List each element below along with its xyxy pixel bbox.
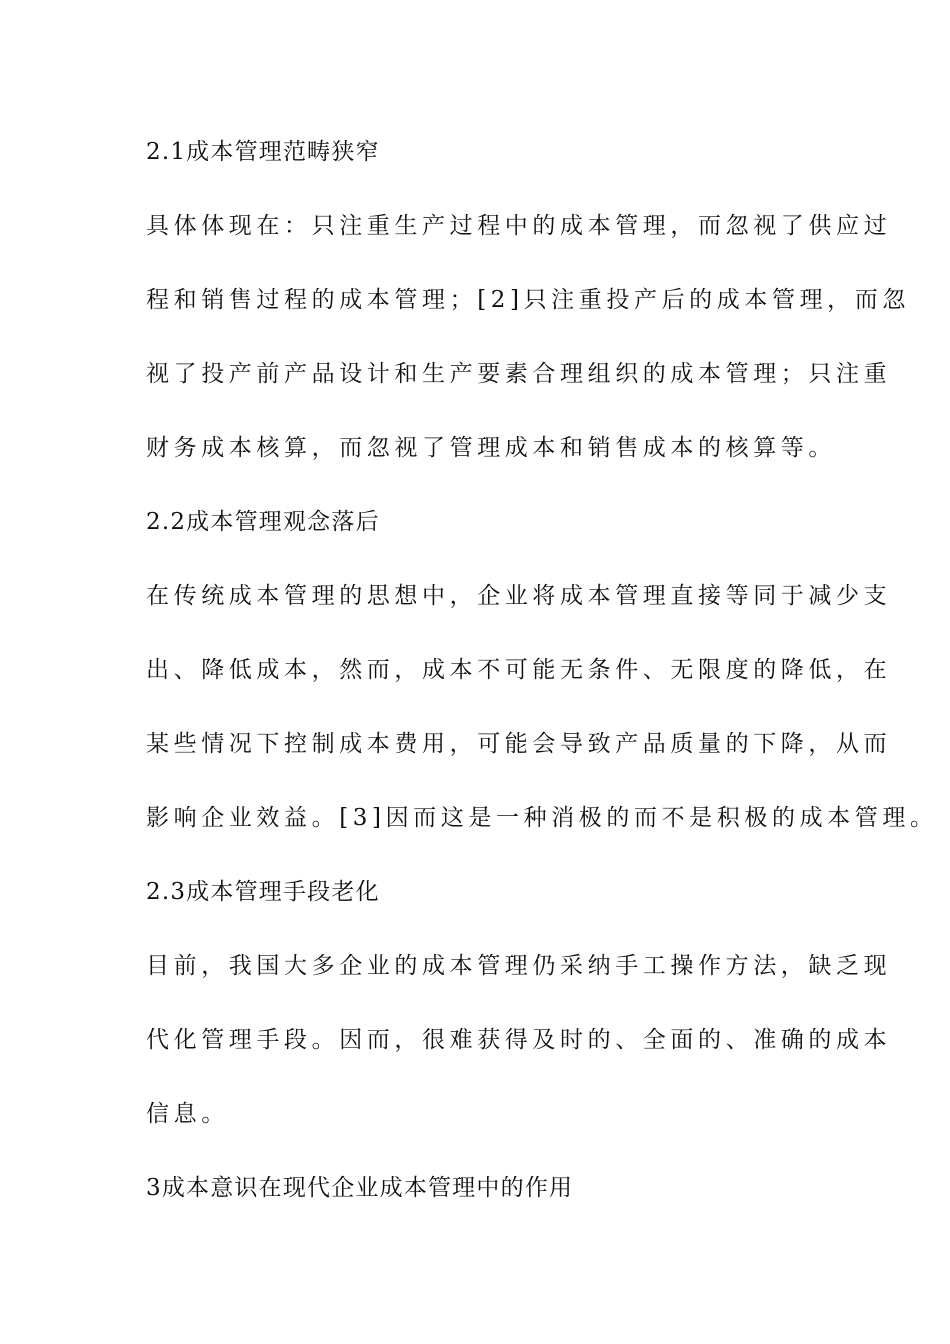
paragraph-line: 某些情况下控制成本费用，可能会导致产品质量的下降，从而 [146,731,892,757]
paragraph-line: 程和销售过程的成本管理；[2]只注重投产后的成本管理，而忽 [146,287,910,313]
paragraph-line: 财务成本核算，而忽视了管理成本和销售成本的核算等。 [146,435,836,461]
paragraph-line: 视了投产前产品设计和生产要素合理组织的成本管理；只注重 [146,361,892,387]
paragraph-line: 具体体现在：只注重生产过程中的成本管理，而忽视了供应过 [146,213,892,239]
paragraph-line: 代化管理手段。因而，很难获得及时的、全面的、准确的成本 [146,1027,892,1053]
section-heading-2-2: 2.2成本管理观念落后 [146,509,380,535]
paragraph-line: 出、降低成本，然而，成本不可能无条件、无限度的降低，在 [146,657,892,683]
section-heading-3: 3成本意识在现代企业成本管理中的作用 [146,1175,574,1201]
paragraph-line: 信息。 [146,1101,229,1127]
section-heading-2-3: 2.3成本管理手段老化 [146,879,380,905]
section-heading-2-1: 2.1成本管理范畴狭窄 [146,139,380,165]
paragraph-line: 目前，我国大多企业的成本管理仍采纳手工操作方法，缺乏现 [146,953,892,979]
paragraph-line: 影响企业效益。[3]因而这是一种消极的而不是积极的成本管理。 [146,805,938,831]
paragraph-line: 在传统成本管理的思想中，企业将成本管理直接等同于减少支 [146,583,892,609]
